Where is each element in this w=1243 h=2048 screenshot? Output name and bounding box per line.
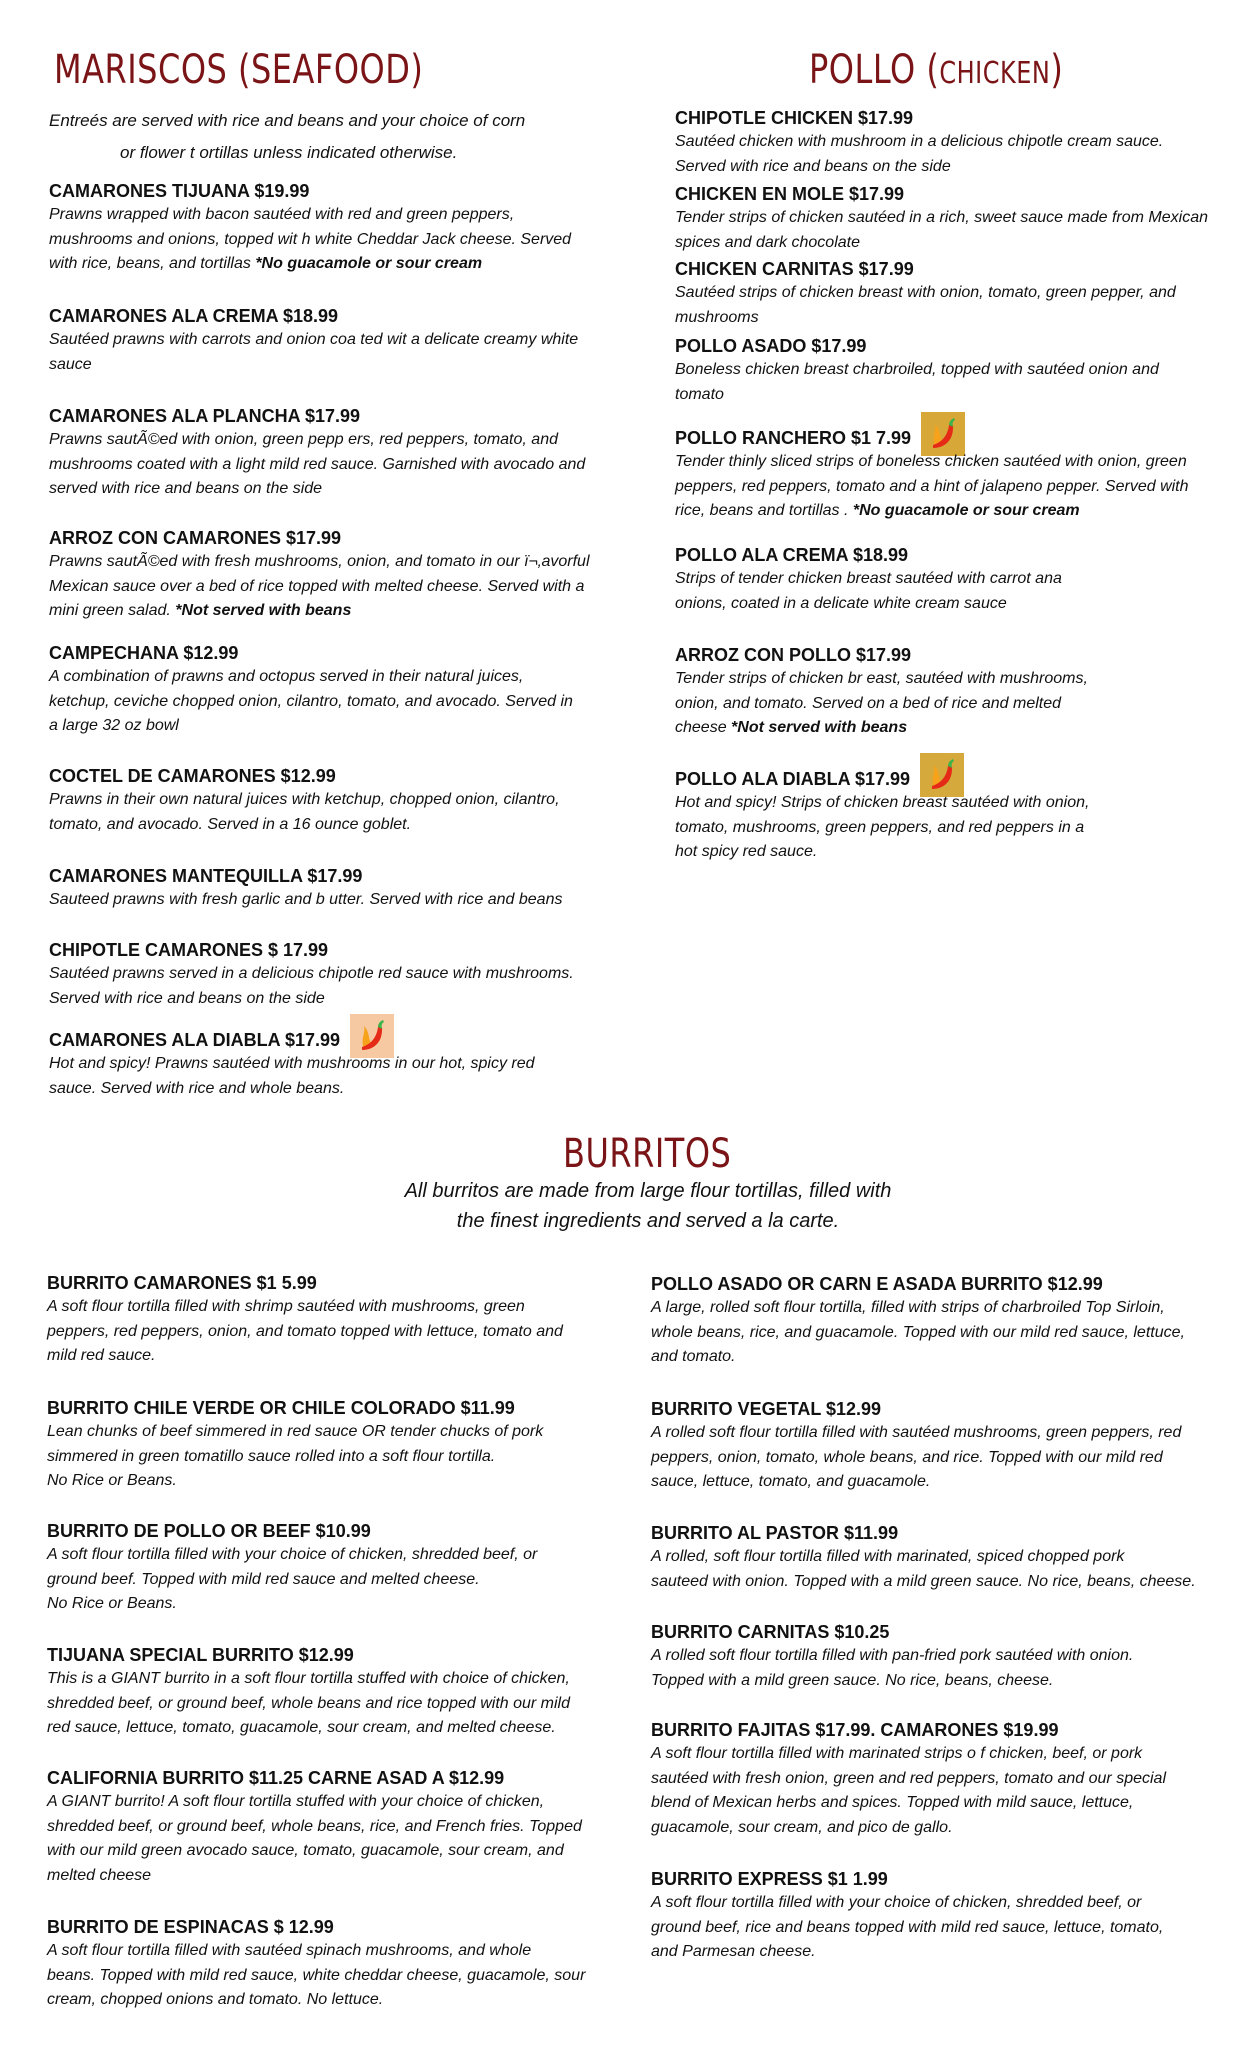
- menu-item-name: [47, 1519, 537, 1543]
- menu-item-description-line: tomato: [675, 385, 724, 403]
- menu-item-name: [47, 1915, 585, 1939]
- menu-item-description-line: Sauteed prawns with fresh garlic and b utter. Served with rice and beans: [49, 891, 563, 908]
- menu-item-title: BURRITO CARNITAS $10.25: [651, 1622, 890, 1642]
- menu-item-description-line: shredded beef, or ground beef, whole beans and rice topped with our mild: [47, 1694, 571, 1712]
- menu-item-description-line: Prawns sautÃ©ed with onion, green pepp ers, red peppers, tomato, and: [49, 431, 558, 448]
- menu-item-description-line: mushrooms: [675, 308, 759, 326]
- pollo-title-small: CHICKEN: [939, 55, 1051, 91]
- menu-item-description-line: ground beef, rice and beans topped with mild red sauce, lettuce, tomato,: [651, 1918, 1164, 1936]
- menu-item-description-text: with rice, beans, and tortillas: [49, 255, 256, 273]
- menu-item-title: CAMARONES ALA CREMA $18.99: [49, 306, 339, 326]
- menu-item-description-line: sauce. Served with rice and whole beans.: [49, 1079, 345, 1097]
- menu-item: [49, 864, 562, 913]
- menu-item: [47, 1519, 537, 1617]
- menu-item-description-line: [675, 716, 1088, 741]
- menu-item-description-line: Served with rice and beans on the side: [49, 989, 325, 1007]
- menu-item-name: [49, 1028, 535, 1052]
- menu-item-description-line: guacamole, sour cream, and pico de gallo.: [651, 1818, 953, 1836]
- menu-item-name: [675, 426, 1189, 450]
- menu-item-description-line: spices and dark chocolate: [675, 233, 860, 251]
- menu-item-name: [675, 543, 1062, 567]
- menu-item-title: BURRITO VEGETAL $12.99: [651, 1399, 882, 1419]
- menu-item-description-line: Tender strips of chicken sautéed in a rich, sweet sauce made from Mexican: [675, 209, 1208, 226]
- menu-item-description-line: a large 32 oz bowl: [49, 717, 179, 735]
- menu-item: [675, 543, 1062, 616]
- menu-item-description-text: mini green salad.: [49, 602, 176, 620]
- menu-item-description-line: [675, 499, 1189, 524]
- menu-item-description-line: A large, rolled soft flour tortilla, filled with strips of charbroiled Top Sirloin,: [651, 1299, 1165, 1316]
- menu-item-note: *Not served with beans: [175, 602, 352, 620]
- menu-item-description-line: Served with rice and beans on the side: [675, 157, 951, 175]
- menu-item-title: BURRITO FAJITAS $17.99. CAMARONES $19.99: [651, 1720, 1059, 1740]
- menu-item-description-line: shredded beef, or ground beef, whole beans, rice, and French fries. Topped: [47, 1817, 582, 1835]
- menu-item-name: [49, 179, 571, 203]
- menu-item-description-line: No Rice or Beans.: [47, 1595, 177, 1613]
- menu-item-description-line: Strips of tender chicken breast sautéed with carrot ana: [675, 570, 1062, 587]
- menu-item-title: POLLO ALA CREMA $18.99: [675, 545, 909, 565]
- menu-item-name: [651, 1718, 1166, 1742]
- menu-item-title: ARROZ CON CAMARONES $17.99: [49, 528, 342, 548]
- menu-item-note: *Not served with beans: [731, 719, 908, 737]
- pollo-title-end: ): [1050, 45, 1064, 93]
- menu-item: [49, 179, 571, 277]
- menu-item-note: *No guacamole or sour cream: [255, 255, 483, 273]
- menu-item-title: CHIPOTLE CAMARONES $ 17.99: [49, 940, 329, 960]
- menu-item-description-line: peppers, red peppers, tomato and a hint of jalapeno pepper. Served with: [675, 477, 1189, 495]
- menu-item-description-line: with our mild green avocado sauce, tomato, guacamole, sour cream, and: [47, 1842, 564, 1860]
- menu-item-name: [651, 1521, 1196, 1545]
- menu-item-description-line: red sauce, lettuce, tomato, guacamole, sour cream, and melted cheese.: [47, 1719, 556, 1737]
- menu-item-description-line: Sautéed chicken with mushroom in a delicious chipotle cream sauce.: [675, 133, 1164, 150]
- menu-item-name: [675, 106, 1163, 130]
- menu-item-name: [651, 1397, 1181, 1421]
- menu-item-description-line: and tomato.: [651, 1348, 736, 1366]
- menu-item-description-line: hot spicy red sauce.: [675, 843, 818, 861]
- mariscos-title: MARISCOS (SEAFOOD): [54, 45, 424, 93]
- menu-item: [675, 767, 1089, 865]
- menu-item-name: [47, 1766, 582, 1790]
- menu-item-description-line: A GIANT burrito! A soft flour tortilla stuffed with your choice of chicken,: [47, 1793, 545, 1810]
- menu-item-description-line: tomato, mushrooms, green peppers, and red peppers in a: [675, 818, 1085, 836]
- menu-item-title: POLLO RANCHERO $1 7.99: [675, 428, 912, 448]
- menu-item-name: [651, 1620, 1133, 1644]
- menu-item-title: BURRITO CHILE VERDE OR CHILE COLORADO $11.99: [47, 1398, 515, 1418]
- menu-item-name: [651, 1867, 1163, 1891]
- menu-item: [47, 1271, 563, 1369]
- menu-item-title: CAMARONES TIJUANA $19.99: [49, 181, 310, 201]
- menu-item-description-line: A rolled, soft flour tortilla filled with marinated, spiced chopped pork: [651, 1548, 1125, 1565]
- menu-item-name: [675, 643, 1088, 667]
- menu-item-title: POLLO ASADO $17.99: [675, 336, 867, 356]
- menu-item-title: BURRITO AL PASTOR $11.99: [651, 1523, 899, 1543]
- menu-item-description-text: cheese: [675, 719, 732, 737]
- menu-item-title: CAMARONES ALA PLANCHA $17.99: [49, 406, 361, 426]
- menu-item-name: [49, 404, 585, 428]
- menu-item-title: BURRITO CAMARONES $1 5.99: [47, 1273, 317, 1293]
- menu-item-description-line: Prawns in their own natural juices with ketchup, chopped onion, cilantro,: [49, 791, 560, 808]
- menu-item-name: [675, 334, 1159, 358]
- menu-item-description-line: This is a GIANT burrito in a soft flour tortilla stuffed with choice of chicken,: [47, 1670, 570, 1687]
- menu-item-description-line: Mexican sauce over a bed of rice topped with melted cheese. Served with a: [49, 577, 585, 595]
- menu-item: [675, 426, 1189, 524]
- menu-item: [675, 334, 1159, 407]
- menu-item-description-line: mild red sauce.: [47, 1347, 156, 1365]
- menu-item-description-line: sautéed with fresh onion, green and red peppers, tomato and our special: [651, 1769, 1166, 1787]
- menu-item-name: [49, 526, 590, 550]
- menu-item-title: POLLO ALA DIABLA $17.99: [675, 769, 911, 789]
- menu-item-description-line: blend of Mexican herbs and spices. Topped with mild sauce, lettuce,: [651, 1794, 1134, 1812]
- menu-item-note: *No guacamole or sour cream: [852, 502, 1080, 520]
- menu-item-description-line: A soft flour tortilla filled with sautéed spinach mushrooms, and whole: [47, 1942, 532, 1959]
- menu-item: [49, 1028, 535, 1101]
- menu-item-title: POLLO ASADO OR CARN E ASADA BURRITO $12.99: [651, 1274, 1103, 1294]
- menu-item: [651, 1867, 1163, 1965]
- menu-item-description-line: A soft flour tortilla filled with your choice of chicken, shredded beef, or: [651, 1894, 1142, 1911]
- menu-item-description-line: sauteed with onion. Topped with a mild green sauce. No rice, beans, cheese.: [651, 1572, 1196, 1590]
- menu-item-description-line: tomato, and avocado. Served in a 16 ounce goblet.: [49, 815, 412, 833]
- menu-item-title: ARROZ CON POLLO $17.99: [675, 645, 912, 665]
- menu-item: [651, 1397, 1181, 1495]
- menu-item-description-line: simmered in green tomatillo sauce rolled into a soft flour tortilla.: [47, 1447, 496, 1465]
- menu-item: [49, 526, 590, 624]
- pollo-title: [809, 44, 1063, 98]
- menu-item-title: CALIFORNIA BURRITO $11.25 CARNE ASAD A $12.99: [47, 1768, 505, 1788]
- menu-item-name: [49, 938, 574, 962]
- menu-item-description-line: Boneless chicken breast charbroiled, topped with sautéed onion and: [675, 361, 1159, 378]
- menu-item-name: [47, 1643, 570, 1667]
- menu-item-title: TIJUANA SPECIAL BURRITO $12.99: [47, 1645, 354, 1665]
- menu-item-description-line: and Parmesan cheese.: [651, 1943, 816, 1961]
- menu-item-title: COCTEL DE CAMARONES $12.99: [49, 766, 336, 786]
- menu-item-description-line: onions, coated in a delicate white cream sauce: [675, 594, 1007, 612]
- menu-item-description-line: A soft flour tortilla filled with your choice of chicken, shredded beef, or: [47, 1546, 538, 1563]
- menu-item-name: [675, 182, 1208, 206]
- burritos-title: BURRITOS: [563, 1129, 732, 1177]
- menu-item-name: [49, 764, 560, 788]
- menu-item-name: [651, 1272, 1185, 1296]
- menu-item: [49, 938, 574, 1011]
- menu-item-title: BURRITO DE ESPINACAS $ 12.99: [47, 1917, 334, 1937]
- menu-item-description-line: mushrooms and onions, topped wit h white Cheddar Jack cheese. Served: [49, 230, 572, 248]
- menu-item: [675, 106, 1163, 179]
- menu-item-description-line: Sautéed prawns with carrots and onion coa ted wit a delicate creamy white: [49, 331, 579, 348]
- menu-item: [49, 641, 573, 739]
- menu-item: [47, 1643, 570, 1741]
- menu-item: [675, 257, 1176, 330]
- menu-item-description-line: A rolled soft flour tortilla filled with sautéed mushrooms, green peppers, red: [651, 1424, 1182, 1441]
- menu-item-description-line: sauce: [49, 355, 92, 373]
- menu-item: [651, 1521, 1196, 1594]
- menu-item-description-line: A rolled soft flour tortilla filled with pan-fried pork sautéed with onion.: [651, 1647, 1134, 1664]
- menu-item-description-line: Hot and spicy! Prawns sautéed with mushrooms in our hot, spicy red: [49, 1055, 535, 1072]
- menu-item: [49, 304, 578, 377]
- menu-item-title: CAMPECHANA $12.99: [49, 643, 239, 663]
- menu-item-description-line: sauce, lettuce, tomato, and guacamole.: [651, 1473, 931, 1491]
- menu-item-description-line: A soft flour tortilla filled with marinated strips o f chicken, beef, or pork: [651, 1745, 1143, 1762]
- menu-item: [47, 1396, 543, 1494]
- menu-item-title: CHIPOTLE CHICKEN $17.99: [675, 108, 914, 128]
- menu-item: [651, 1620, 1133, 1693]
- menu-item-title: BURRITO DE POLLO OR BEEF $10.99: [47, 1521, 371, 1541]
- menu-item-description-line: peppers, onion, tomato, whole beans, and rice. Topped with our mild red: [651, 1448, 1163, 1466]
- mariscos-intro-line-1: Entreés are served with rice and beans and your choice of corn: [49, 111, 526, 130]
- menu-item-description-line: A soft flour tortilla filled with shrimp sautéed with mushrooms, green: [47, 1298, 525, 1315]
- menu-item-name: [49, 641, 573, 665]
- menu-item-description-line: Sautéed prawns served in a delicious chipotle red sauce with mushrooms.: [49, 965, 574, 982]
- menu-item-title: CHICKEN EN MOLE $17.99: [675, 184, 905, 204]
- menu-item-description-line: onion, and tomato. Served on a bed of rice and melted: [675, 694, 1062, 712]
- menu-item: [675, 182, 1208, 255]
- menu-item-name: [47, 1271, 563, 1295]
- menu-item-description-line: Topped with a mild green sauce. No rice, beans, cheese.: [651, 1671, 1054, 1689]
- menu-item-description-line: beans. Topped with mild red sauce, white cheddar cheese, guacamole, sour: [47, 1966, 586, 1984]
- menu-item-description-line: Tender strips of chicken br east, sautéed with mushrooms,: [675, 670, 1088, 687]
- menu-item-description-line: Tender thinly sliced strips of boneless chicken sautéed with onion, green: [675, 453, 1187, 470]
- menu-item-description-line: Prawns wrapped with bacon sautéed with red and green peppers,: [49, 206, 515, 223]
- menu-item-title: CHICKEN CARNITAS $17.99: [675, 259, 914, 279]
- menu-item-description-line: Hot and spicy! Strips of chicken breast sautéed with onion,: [675, 794, 1090, 811]
- menu-item-description-line: Lean chunks of beef simmered in red sauce OR tender chucks of pork: [47, 1423, 544, 1440]
- menu-item-description-line: melted cheese: [47, 1866, 152, 1884]
- menu-item-name: [47, 1396, 543, 1420]
- menu-item: [49, 764, 560, 837]
- menu-item-title: BURRITO EXPRESS $1 1.99: [651, 1869, 888, 1889]
- menu-item-description-line: cream, chopped onions and tomato. No lettuce.: [47, 1991, 384, 2009]
- menu-item-name: [49, 864, 562, 888]
- menu-item-title: CAMARONES ALA DIABLA $17.99: [49, 1030, 341, 1050]
- menu-item-description-text: rice, beans and tortillas .: [675, 502, 853, 520]
- menu-item: [651, 1272, 1185, 1370]
- burritos-intro-line-2: the finest ingredients and served a la carte.: [456, 1210, 840, 1232]
- menu-item-description-line: Prawns sautÃ©ed with fresh mushrooms, onion, and tomato in our ï¬‚avorful: [49, 553, 590, 570]
- menu-item-description-line: A combination of prawns and octopus served in their natural juices,: [49, 668, 524, 685]
- menu-item: [47, 1766, 582, 1888]
- burritos-intro-line-1: All burritos are made from large flour tortillas, filled with: [404, 1180, 892, 1202]
- menu-item-title: CAMARONES MANTEQUILLA $17.99: [49, 866, 363, 886]
- menu-item-description-line: mushrooms coated with a light mild red sauce. Garnished with avocado and: [49, 455, 586, 473]
- menu-item: [47, 1915, 585, 2013]
- menu-item-description-line: [49, 599, 590, 624]
- menu-item: [675, 643, 1088, 741]
- menu-item-description-line: ground beef. Topped with mild red sauce and melted cheese.: [47, 1570, 480, 1588]
- mariscos-intro-line-2: or flower t ortillas unless indicated otherwise.: [120, 143, 458, 162]
- menu-item-description-line: No Rice or Beans.: [47, 1472, 177, 1490]
- pollo-title-main: POLLO (: [809, 45, 940, 93]
- menu-item-description-line: whole beans, rice, and guacamole. Topped with our mild red sauce, lettuce,: [651, 1323, 1185, 1341]
- menu-item-description-line: [49, 252, 571, 277]
- menu-item-description-line: peppers, red peppers, onion, and tomato topped with lettuce, tomato and: [47, 1322, 563, 1340]
- menu-item: [651, 1718, 1166, 1840]
- menu-item-name: [675, 257, 1176, 281]
- menu-item-description-line: served with rice and beans on the side: [49, 480, 323, 498]
- menu-item: [49, 404, 585, 502]
- menu-item-name: [675, 767, 1089, 791]
- menu-item-name: [49, 304, 578, 328]
- menu-item-description-line: ketchup, ceviche chopped onion, cilantro, tomato, and avocado. Served in: [49, 692, 573, 710]
- menu-item-description-line: Sautéed strips of chicken breast with onion, tomato, green pepper, and: [675, 284, 1176, 301]
